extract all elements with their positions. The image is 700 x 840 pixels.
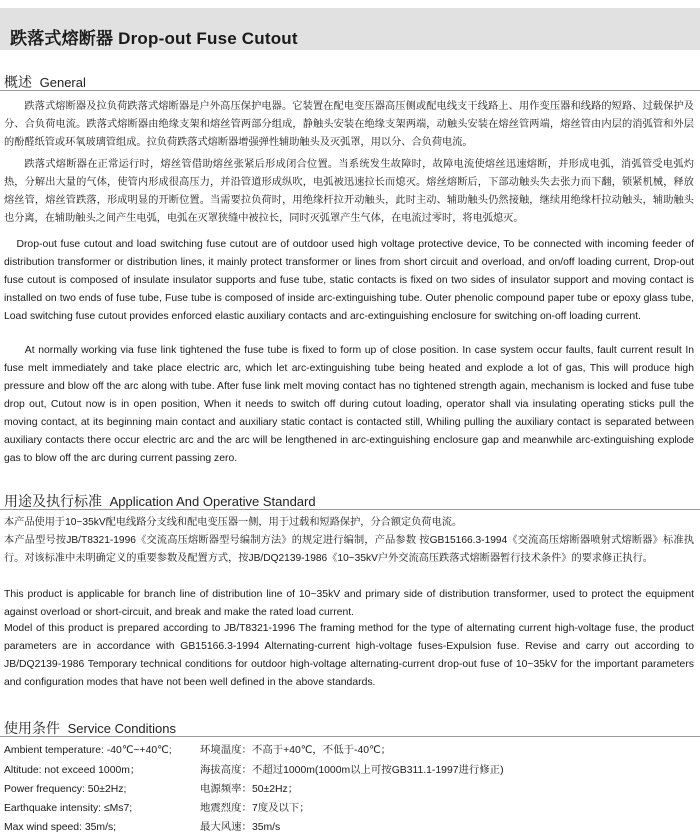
application-en-paragraph-1: This product is applicable for branch line of distribution line of 10~35kV and primary side of distribution transformer, used to protect the equipment against overload or short-circuit, and break and make the rated load current. — [4, 589, 694, 618]
condition-en: Max wind speed: 35m/s; — [4, 822, 117, 833]
section-heading-conditions-zh: 使用条件 — [4, 720, 60, 736]
condition-en: Power frequency: 50±2Hz; — [4, 784, 127, 795]
condition-zh: 电源频率：50±2Hz； — [200, 784, 299, 795]
condition-en: Ambient temperature: -40℃~+40℃; — [4, 745, 172, 756]
section-heading-application — [4, 491, 316, 511]
section-heading-conditions — [4, 718, 176, 738]
section-heading-general-en: General — [39, 75, 86, 90]
condition-row — [4, 799, 694, 819]
condition-zh: 地震烈度：7度及以下； — [200, 803, 310, 814]
condition-row — [4, 818, 694, 838]
condition-zh: 海拔高度：不超过1000m(1000m以上可按GB311.1-1997进行修正) — [200, 765, 504, 776]
section-divider — [0, 509, 700, 510]
section-heading-application-zh: 用途及执行标准 — [4, 493, 102, 509]
application-zh-paragraph-1: 本产品使用于10~35kV配电线路分支线和配电变压器一侧，用于过载和短路保护，分合额定负荷电流。 — [4, 517, 463, 528]
section-heading-application-en: Application And Operative Standard — [109, 494, 316, 509]
condition-row — [4, 741, 694, 761]
section-divider — [0, 736, 700, 737]
section-heading-general — [4, 72, 86, 92]
general-zh-paragraph-1: 跌落式熔断器及拉负荷跌落式熔断器是户外高压保护电器。它装置在配电变压器高压侧或配电线支干线路上、用作变压器和线路的短路、过载保护及分、合负荷电流。跌落式熔断器由绝缘支架和熔丝管两部分组成，静触头安装在绝缘支架两端，动触头安装在熔丝管两端，熔丝管由内层的消弧管和外层的酚醛纸管或环氧玻璃管组成。拉负荷跌落式熔断器增强弹性辅助触头及灭弧罩，用以分、合负荷电流。 — [4, 101, 694, 148]
section-heading-conditions-en: Service Conditions — [67, 721, 177, 736]
application-zh-paragraph-2: 本产品型号按JB/T8321-1996《交流高压熔断器型号编制方法》的规定进行编制，产品参数 按GB15166.3-1994《交流高压熔断器喷射式熔断器》标准执行。对该标准中未明确定义的重要参数及配置方式，按JB/DQ2139-1986《10~35kV户外交流高压跌落式熔断器暂行技术条件》的要求修正执行。 — [4, 535, 694, 564]
application-en-paragraph-2: Model of this product is prepared according to JB/T8321-1996 The framing method for the type of alternating current high-voltage fuse, the product parameters are in accordance with GB15166.3-1994 Alternating-current high-voltage fuses-Expulsion fuse. Revise and carry out according to JB/DQ2139-1986 Temporary technical conditions for outdoor high-voltage alternating-current drop-out fuse of 10~35kV for the important parameters and configuration modes that have not been well defined in the above standards. — [4, 623, 694, 688]
condition-zh: 环境温度：不高于+40℃，不低于-40℃； — [200, 745, 392, 756]
section-heading-general-zh: 概述 — [4, 74, 32, 90]
section-divider — [0, 90, 700, 91]
general-zh-paragraph-2: 跌落式熔断器在正常运行时，熔丝管借助熔丝张紧后形成闭合位置。当系统发生故障时，故障电流使熔丝迅速熔断，并形成电弧，消弧管受电弧灼热，分解出大量的气体，使管内形成很高压力，并沿管道形成纵吹，电弧被迅速拉长而熄灭。熔丝熔断后，下部动触头失去张力而下翻，锁紧机械，释放熔丝管，熔丝管跌落，形成明显的开断位置。当需要拉负荷时，用绝缘杆拉开动触头，此时主动、辅助触头仍然接触，继续用绝缘杆拉动触头，辅助触头也分离，在辅助触头之间产生电弧，电弧在灭罩狭缝中被拉长，同时灭弧罩产生气体，在电流过零时，将电弧熄灭。 — [4, 159, 694, 224]
condition-en: Earthquake intensity: ≤Ms7; — [4, 803, 133, 814]
condition-row — [4, 761, 694, 781]
page-title: 跌落式熔断器 Drop-out Fuse Cutout — [10, 29, 298, 48]
title-bar — [0, 8, 700, 50]
condition-row — [4, 780, 694, 800]
general-en-paragraph-2: At normally working via fuse link tightened the fuse tube is fixed to form up of close position. In case system occur faults, fault current result In fuse melt immediately and take place electric arc, which let arc-extinguishing tube being heated and explode a lot of gas, This will produce high pressure and blow off the arc along with tube. After fuse link melt moving contact has no tightened strength again, mechanism is locked and fuse tube drop out, Cutout now is in open position, When it needs to switch off during cutout loading, operator shall via insulating operating sticks pull the moving contact, at its beginning main contact and auxiliary static contact is contacted still, Whiling pulling the auxiliary contact is separated between auxiliary contacts there occur electric arc and the arc will be lengthened in arc-extinguishing enclosure gap and meanwhile arc-extinguishing explode gas to blow off the arc during current passing zero. — [4, 345, 694, 464]
general-en-paragraph-1: Drop-out fuse cutout and load switching fuse cutout are of outdoor used high voltage protective device, To be connected with incoming feeder of distribution transformer or distribution lines, it mainly protect transformer or lines from short circuit and overload, and on/off loading current, Drop-out fuse cutout is composed of insulate insulator supports and fuse tube, static contacts is fixed on two sides of insulator support and moving contact is installed on two ends of fuse tube, Fuse tube is composed of inside arc-extinguishing tube. Outer phenolic compound paper tube or epoxy glass tube, Load switching fuse cutout provides enforced elastic auxiliary contacts and arc-extinguishing enclosure for switching on-off loading current. — [4, 239, 694, 322]
condition-zh: 最大风速：35m/s — [200, 822, 281, 833]
condition-en: Altitude: not exceed 1000m； — [4, 765, 141, 776]
